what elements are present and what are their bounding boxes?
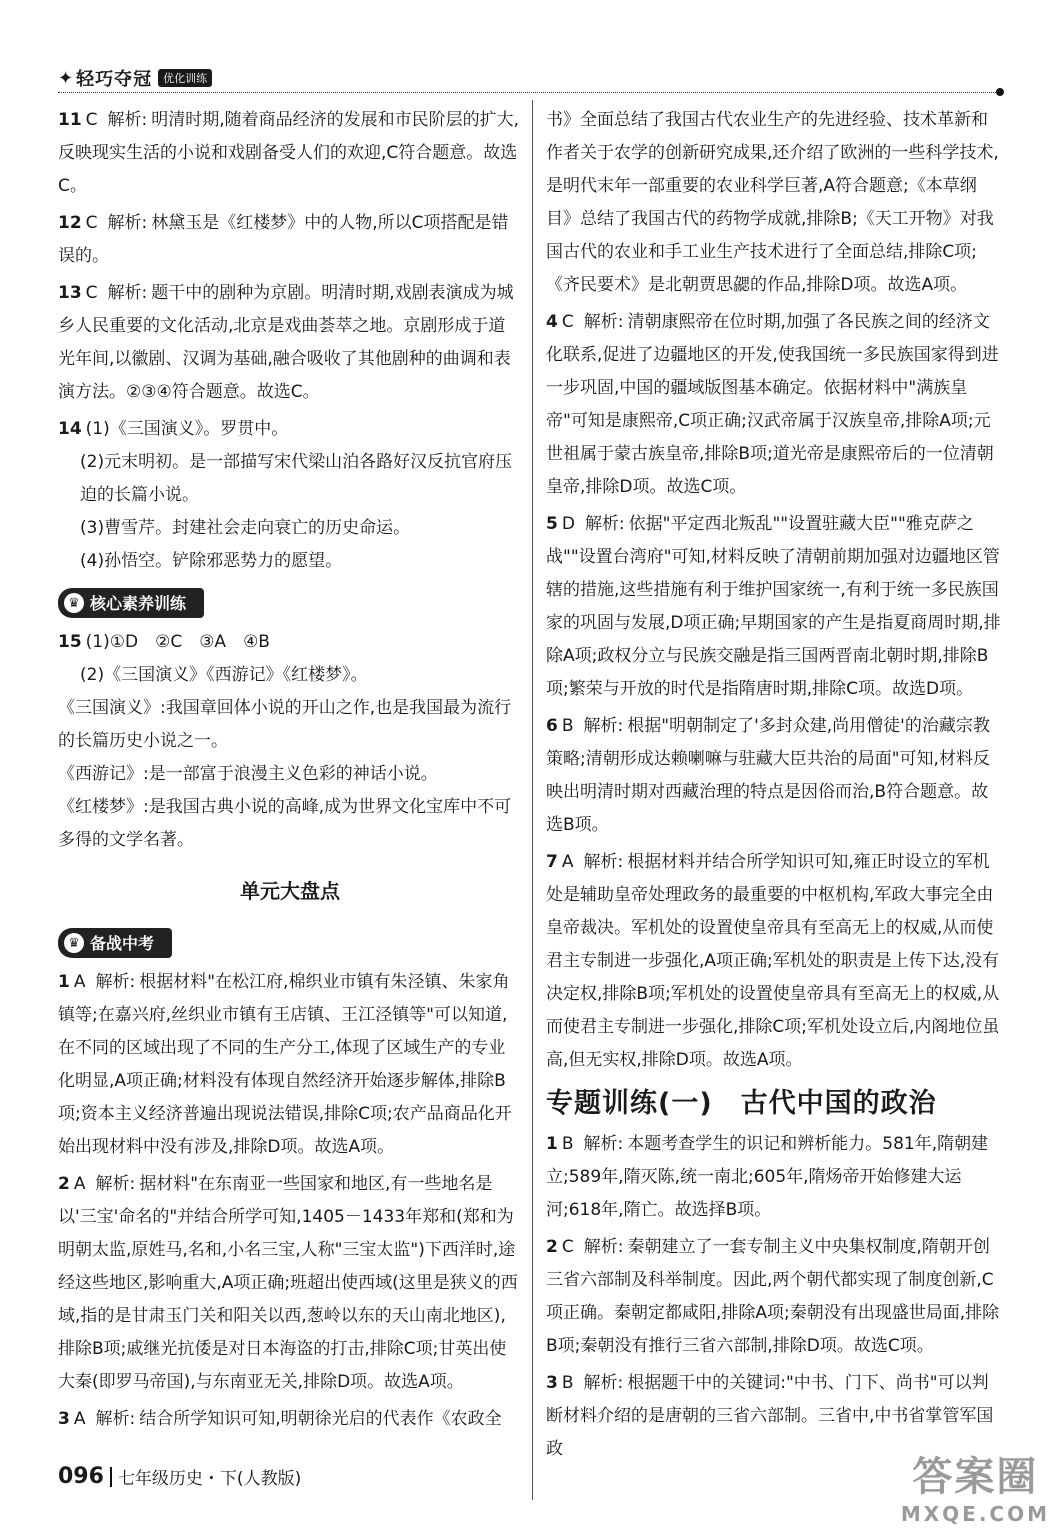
answer-item-5 bbox=[546, 508, 1002, 706]
item-label: 解析: bbox=[583, 1134, 624, 1154]
item-label: 解析: bbox=[583, 312, 624, 332]
item-text: 明清时期,随着商品经济的发展和市民阶层的扩大,反映现实生活的小说和戏剧备受人们的欢迎,C符合题意。故选C。 bbox=[58, 110, 520, 196]
answer-item-4 bbox=[546, 306, 1002, 504]
badge-label: 核心素养训练 bbox=[90, 593, 187, 613]
item-number: 4 bbox=[546, 312, 558, 332]
item-label: 解析: bbox=[107, 110, 148, 130]
item-label: 解析: bbox=[95, 972, 136, 992]
answer-item-11 bbox=[58, 104, 522, 203]
right-column bbox=[546, 104, 1002, 1470]
answer-item-3-continued: 书》全面总结了我国古代农业生产的先进经验、技术革新和作者关于农学的创新研究成果,还介绍了欧洲的一些科学技术,是明代末年一部重要的农业科学巨著,A符合题意;《本草纲目》总结了我国古代的药物学成就,排除B;《天工开物》对我国古代的农业和手工业生产技术进行了全面总结,排除C项;《齐民要术》是北朝贾思勰的作品,排除D项。故选A项。 bbox=[546, 110, 999, 295]
answer-item-3 bbox=[58, 1403, 522, 1436]
answer-item-7 bbox=[546, 846, 1002, 1077]
answer-item-6 bbox=[546, 710, 1002, 842]
item-label: 解析: bbox=[584, 514, 625, 534]
item-answer: A bbox=[73, 1409, 86, 1429]
item-answer: A bbox=[73, 1174, 86, 1194]
item-label: 解析: bbox=[95, 1409, 136, 1429]
watermark bbox=[901, 1445, 1050, 1526]
item-text: 本题考查学生的识记和辨析能力。581年,隋朝建立;589年,隋灭陈,统一南北;605年,隋炀帝开始修建大运河;618年,隋亡。故选择B项。 bbox=[546, 1134, 989, 1220]
item-text: (1)①D ②C ③A ④B bbox=[85, 632, 270, 652]
header-divider bbox=[58, 92, 1002, 93]
item-text: 据材料"在东南亚一些国家和地区,有一些地名是以'三宝'命名的"并结合所学可知,1405－1433年郑和(郑和为明朝太监,原姓马,名和,小名三宝,人称"三宝太监")下西洋时,途经这些地区,影响重大,A项正确;班超出使西域(这里是狭义的西域,指的是甘肃玉门关和阳关以西,葱岭以东的天山南北地区),排除B项;戚继光抗倭是对日本海盗的打击,排除C项;甘英出使大秦(即罗马帝国),与东南亚无关,排除D项。故选A项。 bbox=[58, 1174, 518, 1392]
item-label: 解析: bbox=[583, 1237, 624, 1257]
item-label: 解析: bbox=[583, 1373, 624, 1393]
item-number: 1 bbox=[58, 972, 70, 992]
item-number: 2 bbox=[58, 1174, 70, 1194]
item-answer: C bbox=[561, 312, 574, 332]
item-label: 解析: bbox=[95, 1174, 136, 1194]
section-badge-core bbox=[58, 588, 204, 618]
item-number: 7 bbox=[546, 852, 558, 872]
watermark-text: 答案圈 bbox=[912, 1454, 1039, 1500]
item-text: 根据题干中的关键词:"中书、门下、尚书"可以判断材料介绍的是唐朝的三省六部制。三省中,中书省掌管军国政 bbox=[546, 1373, 994, 1459]
item-answer: C bbox=[561, 1237, 574, 1257]
brand-tag: 优化训练 bbox=[158, 69, 212, 87]
item-number: 6 bbox=[546, 716, 558, 736]
crown-icon: ♛ bbox=[64, 933, 84, 953]
item-answer: B bbox=[561, 716, 574, 736]
item-number: 13 bbox=[58, 283, 82, 303]
item-answer: C bbox=[85, 283, 98, 303]
crown-icon: ♛ bbox=[64, 593, 84, 613]
item-text: 结合所学知识可知,明朝徐光启的代表作《农政全 bbox=[139, 1409, 502, 1429]
item-number: 1 bbox=[546, 1134, 558, 1154]
item-text: 林黛玉是《红楼梦》中的人物,所以C项搭配是错误的。 bbox=[58, 213, 509, 266]
item-subline: (2)元末明初。是一部描写宋代梁山泊各路好汉反抗官府压迫的长篇小说。 bbox=[80, 452, 513, 505]
section-title: 专题训练(一) 古代中国的政治 bbox=[546, 1088, 937, 1119]
answer-item-2 bbox=[58, 1168, 522, 1399]
page-number: 096 bbox=[58, 1464, 104, 1489]
footer-separator bbox=[110, 1467, 112, 1487]
answer-item-12 bbox=[58, 207, 522, 273]
brand-logo: 轻巧夺冠 bbox=[76, 69, 153, 90]
item-subline: (2)《三国演义》《西游记》《红楼梦》。 bbox=[80, 665, 368, 685]
item-subline: (4)孙悟空。铲除邪恶势力的愿望。 bbox=[80, 551, 343, 571]
topic-item-1 bbox=[546, 1128, 1002, 1227]
watermark-url: MXQE.COM bbox=[900, 1502, 1050, 1526]
footer-subject: 七年级历史・下(人教版) bbox=[117, 1469, 302, 1489]
header-dot-icon bbox=[996, 88, 1004, 96]
item-label: 解析: bbox=[583, 716, 624, 736]
page-header bbox=[58, 64, 212, 92]
item-text: 根据材料并结合所学知识可知,雍正时设立的军机处是辅助皇帝处理政务的最重要的中枢机构,军政大事完全由皇帝裁决。军机处的设置使皇帝具有至高无上的权威,从而使君主专制进一步强化,A项正确;军机处的职责是上传下达,没有决定权,排除B项;军机处的设置使皇帝具有至高无上的权威,从而使君主专制进一步强化,排除C项;军机处设立后,内阁地位虽高,但无实权,排除D项。故选A项。 bbox=[546, 852, 1000, 1070]
section-badge-exam bbox=[58, 928, 172, 958]
answer-item-13 bbox=[58, 277, 522, 409]
column-divider bbox=[532, 100, 533, 1500]
item-answer: C bbox=[85, 110, 98, 130]
left-column bbox=[58, 104, 522, 1440]
answer-item-15 bbox=[58, 626, 522, 857]
item-subline: (3)曹雪芹。封建社会走向衰亡的历史命运。 bbox=[80, 518, 411, 538]
item-number: 5 bbox=[546, 514, 558, 534]
item-text: 根据材料"在松江府,棉织业市镇有朱泾镇、朱家角镇等;在嘉兴府,丝织业市镇有王店镇、王江泾镇等"可以知道,在不同的区域出现了不同的生产分工,体现了区域生产的专业化明显,A项正确;材料没有体现自然经济开始逐步解体,排除B项;资本主义经济普遍出现说法错误,排除C项;农产品商品化开始出现材料中没有涉及,排除D项。故选A项。 bbox=[58, 972, 512, 1157]
item-text: 依据"平定西北叛乱""设置驻藏大臣""雅克萨之战""设置台湾府"可知,材料反映了清朝前期加强对边疆地区管辖的措施,这些措施有利于维护国家统一,有利于统一多民族国家的巩固与发展,D项正确;早期国家的产生是指夏商周时期,排除A项;政权分立与民族交融是指三国两晋南北朝时期,排除B项;繁荣与开放的时代是指隋唐时期,排除C项。故选D项。 bbox=[546, 514, 1001, 699]
page-footer bbox=[58, 1464, 301, 1489]
item-number: 15 bbox=[58, 632, 82, 652]
unit-title: 单元大盘点 bbox=[240, 879, 340, 903]
item-answer: B bbox=[561, 1373, 574, 1393]
item-subline: 《三国演义》:我国章回体小说的开山之作,也是我国最为流行的长篇历史小说之一。 bbox=[58, 698, 512, 751]
item-number: 2 bbox=[546, 1237, 558, 1257]
item-answer: B bbox=[561, 1134, 574, 1154]
answer-item-14 bbox=[58, 413, 522, 578]
item-subline: 《红楼梦》:是我国古典小说的高峰,成为世界文化宝库中不可多得的文学名著。 bbox=[58, 797, 512, 850]
item-number: 14 bbox=[58, 419, 82, 439]
item-answer: A bbox=[73, 972, 86, 992]
item-answer: C bbox=[85, 213, 98, 233]
item-text: 秦朝建立了一套专制主义中央集权制度,隋朝开创三省六部制及科举制度。因此,两个朝代都实现了制度创新,C项正确。秦朝定都咸阳,排除A项;秦朝没有出现盛世局面,排除B项;秦朝没有推行三省六部制,排除D项。故选C项。 bbox=[546, 1237, 1000, 1356]
item-text: 题干中的剧种为京剧。明清时期,戏剧表演成为城乡人民重要的文化活动,北京是戏曲荟萃之地。京剧形成于道光年间,以徽剧、汉调为基础,融合吸收了其他剧种的曲调和表演方法。②③④符合题意。故选C。 bbox=[58, 283, 514, 402]
item-number: 3 bbox=[58, 1409, 70, 1429]
topic-item-2 bbox=[546, 1231, 1002, 1363]
item-subline: 《西游记》:是一部富于浪漫主义色彩的神话小说。 bbox=[58, 764, 438, 784]
badge-label: 备战中考 bbox=[90, 933, 155, 953]
answer-item-1 bbox=[58, 966, 522, 1164]
item-label: 解析: bbox=[107, 283, 148, 303]
item-text: 清朝康熙帝在位时期,加强了各民族之间的经济文化联系,促进了边疆地区的开发,使我国统一多民族国家得到进一步巩固,中国的疆域版图基本确定。依据材料中"满族皇帝"可知是康熙帝,C项正确;汉武帝属于汉族皇帝,排除A项;元世祖属于蒙古族皇帝,排除B项;道光帝是康熙帝后的一位清朝皇帝,排除D项。故选C项。 bbox=[546, 312, 999, 497]
item-number: 12 bbox=[58, 213, 82, 233]
item-text: (1)《三国演义》。罗贯中。 bbox=[85, 419, 289, 439]
item-answer: A bbox=[561, 852, 574, 872]
item-answer: D bbox=[561, 514, 575, 534]
item-text: 根据"明朝制定了'多封众建,尚用僧徒'的治藏宗教策略;清朝形成达赖喇嘛与驻藏大臣共治的局面"可知,材料反映出明清时期对西藏治理的特点是因俗而治,B符合题意。故选B项。 bbox=[546, 716, 990, 835]
item-label: 解析: bbox=[107, 213, 148, 233]
brand-icon: ✦ bbox=[58, 67, 74, 89]
item-number: 3 bbox=[546, 1373, 558, 1393]
item-label: 解析: bbox=[583, 852, 624, 872]
item-number: 11 bbox=[58, 110, 82, 130]
